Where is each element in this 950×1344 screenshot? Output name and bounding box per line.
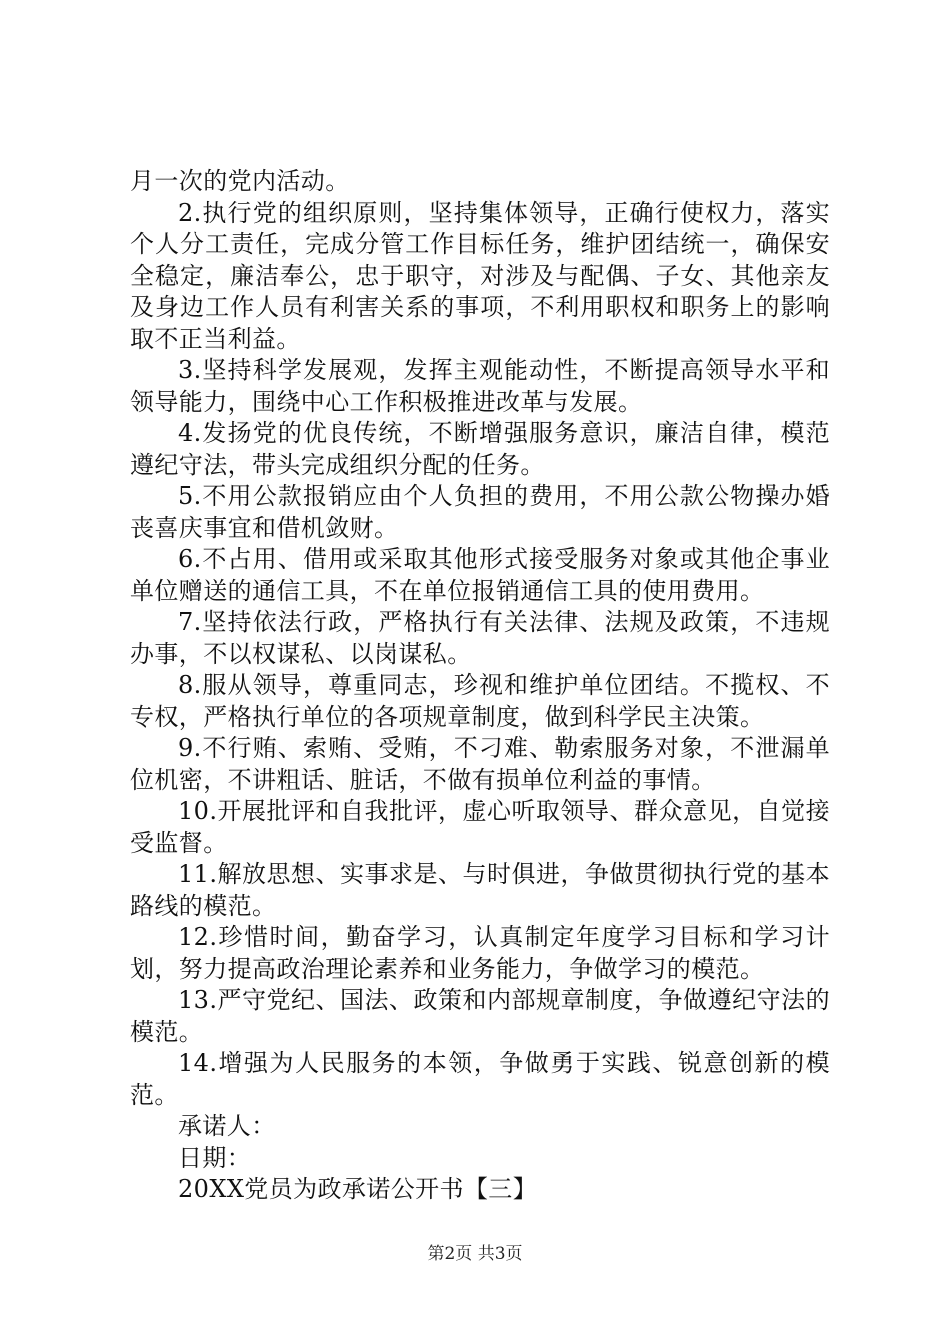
paragraph-item-5: 5.不用公款报销应由个人负担的费用，不用公款公物操办婚丧喜庆事宜和借机敛财。: [130, 482, 830, 542]
next-section-title: 20XX党员为政承诺公开书【三】: [178, 1175, 538, 1203]
page-footer: 第2页 共3页: [427, 1244, 523, 1264]
paragraph-item-14: 14.增强为人民服务的本领，争做勇于实践、锐意创新的模范。: [130, 1049, 830, 1109]
paragraph-item-2: 2.执行党的组织原则，坚持集体领导，正确行使权力，落实个人分工责任，完成分管工作目标任务，维护团结统一，确保安全稳定，廉洁奉公，忠于职守，对涉及与配偶、子女、其他亲友及身边工作人员有利害关系的事项，不利用职权和职务上的影响取不正当利益。: [130, 198, 830, 353]
paragraph-item-4: 4.发扬党的优良传统，不断增强服务意识，廉洁自律，模范遵纪守法，带头完成组织分配的任务。: [130, 419, 830, 479]
paragraph-item-9: 9.不行贿、索贿、受贿，不刁难、勒索服务对象，不泄漏单位机密，不讲粗话、脏话，不做有损单位利益的事情。: [130, 734, 830, 794]
date-label: 日期：: [178, 1143, 252, 1172]
paragraph-item-10: 10.开展批评和自我批评，虚心听取领导、群众意见，自觉接受监督。: [130, 797, 830, 857]
paragraph-item-3: 3.坚持科学发展观，发挥主观能动性，不断提高领导水平和领导能力，围绕中心工作积极推进改革与发展。: [130, 356, 830, 416]
signature-label: 承诺人：: [178, 1112, 276, 1140]
paragraph-item-7: 7.坚持依法行政，严格执行有关法律、法规及政策，不违规办事，不以权谋私、以岗谋私。: [130, 608, 830, 668]
document-body: [130, 166, 830, 1206]
paragraph-item-8: 8.服从领导，尊重同志，珍视和维护单位团结。不揽权、不专权，严格执行单位的各项规章制度，做到科学民主决策。: [130, 671, 830, 731]
paragraph-continuation: 月一次的党内活动。: [130, 167, 350, 195]
paragraph-item-12: 12.珍惜时间，勤奋学习，认真制定年度学习目标和学习计划，努力提高政治理论素养和业务能力，争做学习的模范。: [130, 923, 830, 983]
paragraph-item-13: 13.严守党纪、国法、政策和内部规章制度，争做遵纪守法的模范。: [130, 986, 830, 1046]
paragraph-item-6: 6.不占用、借用或采取其他形式接受服务对象或其他企事业单位赠送的通信工具，不在单位报销通信工具的使用费用。: [130, 545, 830, 605]
paragraph-item-11: 11.解放思想、实事求是、与时俱进，争做贯彻执行党的基本路线的模范。: [130, 860, 830, 920]
